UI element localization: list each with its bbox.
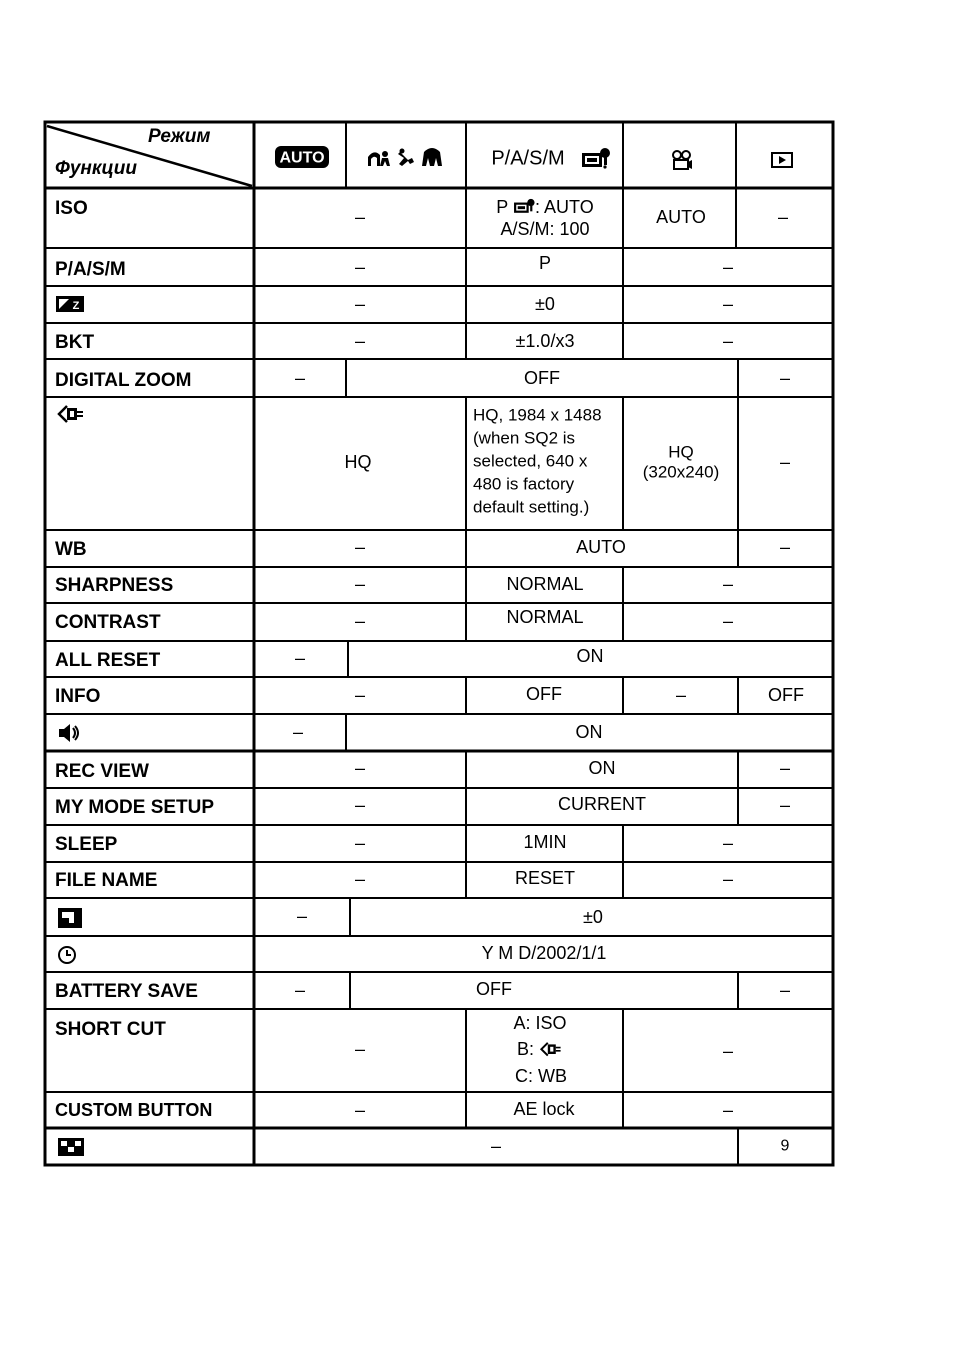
cell-my-mode-play: – — [779, 795, 791, 816]
cell-iso-pasm-p: P — [496, 197, 508, 218]
cell-iso-play: – — [777, 207, 789, 228]
row-label-wb: WB — [55, 539, 87, 560]
cell-info-auto-scene: – — [354, 685, 366, 706]
row-label-sleep: SLEEP — [55, 834, 118, 855]
cell-rec-view-auto-scene: – — [354, 758, 366, 779]
cell-digital-zoom-main: OFF — [524, 368, 560, 389]
header-pasm-label: P/A/S/M — [491, 147, 565, 170]
cell-custom-button-pasm: AE lock — [513, 1099, 575, 1120]
image-quality-icon — [57, 404, 85, 424]
cell-short-cut-a: A: ISO — [513, 1013, 567, 1034]
row-label-sharpness: SHARPNESS — [55, 575, 174, 596]
cell-quality-movie: HQ (320x240) — [642, 442, 720, 482]
cell-iso-auto-scene: – — [354, 207, 366, 228]
row-label-all-reset: ALL RESET — [55, 650, 161, 671]
cell-wb-main: AUTO — [576, 537, 626, 558]
cell-short-cut-rest: – — [722, 1041, 734, 1062]
row-label-iso: ISO — [55, 198, 88, 219]
cell-iso-pasm-auto: : AUTO — [535, 197, 594, 218]
svg-text:AUTO: AUTO — [279, 149, 325, 167]
cell-sharpness-auto-scene: – — [354, 574, 366, 595]
cell-quality-play: – — [779, 452, 791, 473]
cell-index-main: – — [490, 1136, 502, 1157]
row-label-battery-save: BATTERY SAVE — [55, 981, 198, 1002]
cell-quality-pasm: HQ, 1984 x 1488 (when SQ2 is selected, 640 x 480 is factory default setting.) — [473, 405, 602, 517]
image-quality-icon — [539, 1041, 563, 1057]
monitor-brightness-icon — [57, 907, 83, 929]
movie-mode-icon — [671, 149, 693, 171]
cell-digital-zoom-auto: – — [294, 368, 306, 389]
cell-info-pasm: OFF — [526, 684, 562, 705]
row-label-custom-button: CUSTOM BUTTON — [55, 1100, 213, 1120]
cell-bkt-pasm: ±1.0/x3 — [515, 331, 575, 352]
row-label-contrast: CONTRAST — [55, 612, 161, 633]
row-label-file-name: FILE NAME — [55, 870, 158, 891]
cell-short-cut-c: C: WB — [515, 1066, 567, 1087]
header-function-label: Функции — [55, 158, 137, 179]
cell-short-cut-auto-scene: – — [354, 1039, 366, 1060]
cell-file-name-pasm: RESET — [514, 868, 576, 889]
cell-quality-auto-scene: HQ — [344, 452, 372, 473]
cell-battery-save-main: OFF — [476, 979, 512, 1000]
cell-my-mode-main: CURRENT — [558, 794, 646, 815]
cell-pasm-auto-scene: – — [354, 257, 366, 278]
cell-sleep-rest: – — [722, 833, 734, 854]
cell-sound-auto: – — [292, 722, 304, 743]
row-label-pasm: P/A/S/M — [55, 259, 126, 280]
cell-bkt-rest: – — [722, 331, 734, 352]
index-display-icon — [57, 1137, 85, 1157]
clock-icon — [57, 945, 77, 965]
cell-sound-main: ON — [575, 722, 603, 743]
cell-clock-main: Y M D/2002/1/1 — [481, 943, 607, 964]
cell-pasm-rest: – — [722, 257, 734, 278]
scene-modes-icon — [366, 146, 446, 170]
cell-brightness-auto: – — [296, 906, 308, 927]
cell-iso-movie: AUTO — [656, 207, 706, 228]
cell-pasm-pasm: P — [538, 253, 552, 274]
cell-custom-button-rest: – — [722, 1100, 734, 1121]
row-label-bkt: BKT — [55, 332, 95, 353]
cell-all-reset-auto: – — [294, 648, 306, 669]
cell-contrast-auto-scene: – — [354, 611, 366, 632]
my-mode-icon — [581, 147, 611, 169]
cell-contrast-rest: – — [722, 611, 734, 632]
cell-bkt-auto-scene: – — [354, 331, 366, 352]
exposure-compensation-icon — [55, 295, 85, 313]
cell-info-movie: – — [675, 685, 687, 706]
cell-all-reset-main: ON — [576, 646, 604, 667]
cell-brightness-main: ±0 — [583, 907, 603, 928]
row-label-digital-zoom: DIGITAL ZOOM — [55, 370, 192, 391]
cell-wb-auto-scene: – — [354, 537, 366, 558]
cell-sleep-pasm: 1MIN — [523, 832, 567, 853]
cell-sharpness-pasm: NORMAL — [506, 574, 584, 595]
cell-info-play: OFF — [768, 685, 804, 706]
cell-ev-auto-scene: – — [354, 294, 366, 315]
cell-contrast-pasm: NORMAL — [506, 607, 584, 628]
sound-icon — [57, 723, 81, 743]
playback-mode-icon — [771, 152, 793, 168]
row-label-info: INFO — [55, 686, 101, 707]
cell-digital-zoom-play: – — [779, 368, 791, 389]
cell-short-cut-b-label: B: — [516, 1039, 534, 1060]
cell-iso-asm: A/S/M: 100 — [500, 219, 590, 240]
cell-index-play: 9 — [780, 1137, 790, 1155]
cell-ev-pasm: ±0 — [535, 294, 555, 315]
cell-sleep-auto-scene: – — [354, 833, 366, 854]
row-label-my-mode-setup: MY MODE SETUP — [55, 797, 215, 818]
cell-short-cut-b — [517, 1039, 563, 1061]
header-mode-label: Режим — [148, 126, 211, 147]
row-label-rec-view: REC VIEW — [55, 761, 149, 782]
cell-iso-pasm-line1 — [496, 197, 593, 219]
cell-rec-view-play: – — [779, 758, 791, 779]
my-mode-icon — [513, 197, 535, 215]
cell-ev-rest: – — [722, 294, 734, 315]
cell-file-name-auto-scene: – — [354, 869, 366, 890]
row-label-short-cut: SHORT CUT — [55, 1019, 166, 1040]
cell-wb-play: – — [779, 537, 791, 558]
cell-sharpness-rest: – — [722, 574, 734, 595]
cell-custom-button-auto-scene: – — [354, 1100, 366, 1121]
auto-mode-icon — [274, 145, 330, 169]
svg-text:Z: Z — [72, 300, 80, 312]
cell-rec-view-main: ON — [588, 758, 616, 779]
cell-file-name-rest: – — [722, 869, 734, 890]
cell-battery-save-auto: – — [294, 980, 306, 1001]
cell-battery-save-play: – — [779, 980, 791, 1001]
cell-my-mode-auto-scene: – — [354, 795, 366, 816]
